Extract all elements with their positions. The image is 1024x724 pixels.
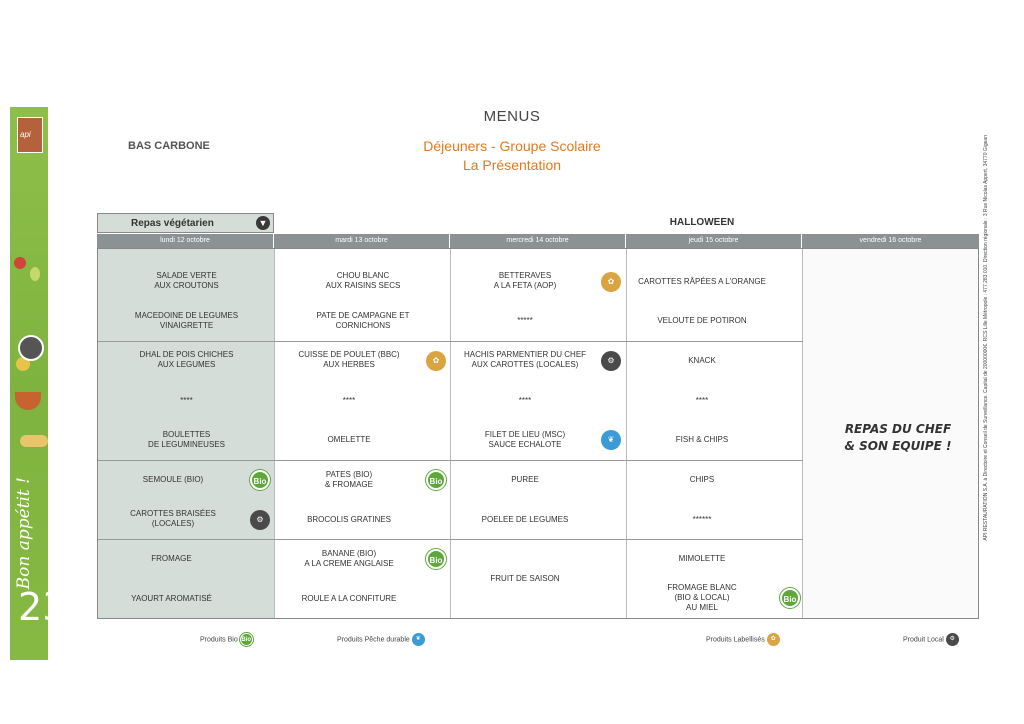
day-header-row [97,234,979,248]
scale-illustration [18,335,44,361]
label-product-icon: ✿ [601,272,621,292]
menu-item: CUISSE DE POULET (BBC) AUX HERBES [298,350,400,369]
vegetarian-tag [97,213,274,233]
chef-meal-note: REPAS DU CHEF & SON EQUIPE ! [844,422,952,453]
menu-item: SEMOULE (BIO) [142,475,204,484]
legend-peche-label: Produits Pêche durable [337,636,410,644]
halloween-label: HALLOWEEN [669,217,735,228]
sustainable-fishing-icon: ❦ [412,633,425,646]
pie-illustration [20,435,48,447]
menu-item: YAOURT AROMATISÉ [131,594,212,603]
subtitle-school: La Présentation [462,157,562,173]
legend-peche [337,633,425,646]
menu-item: FILET DE LIEU (MSC) SAUCE ECHALOTE [484,430,566,449]
day-header-friday: vendredi 16 octobre [859,237,922,244]
menu-item: ****** [692,515,712,524]
legend-local-label: Produit Local [903,636,944,644]
bon-appetit-script: Bon appétit ! [14,477,34,590]
menu-item: PUREE [511,475,539,484]
bas-carbone-label: BAS CARBONE [128,140,210,152]
bio-badge-icon: Bio [250,470,270,490]
menu-item: **** [518,396,532,405]
menu-item: FRUIT DE SAISON [490,574,560,583]
menu-item: CHOU BLANC AUX RAISINS SECS [325,271,401,290]
section-divider [98,341,803,342]
company-legal-line: API RESTAURATION S.A. à Directoire et Conseil de Surveillance. Capital de 20000000€. RCS Lille Métropole : 477 283 010. Direction régionale : 3 Rue Nicolas Appert, 34770 Gigean [983,135,989,541]
menu-item: MIMOLETTE [678,554,726,563]
bio-badge-icon: Bio [780,588,800,608]
menu-item: FROMAGE [151,554,192,563]
pear-illustration [30,267,40,281]
legend-bio-label: Produits Bio [200,636,238,644]
subtitle-meal: Déjeuners - Groupe Scolaire [423,138,601,154]
company-legal-text [983,135,995,585]
menu-item: ROULE A LA CONFITURE [301,594,397,603]
menu-item: FROMAGE BLANC (BIO & LOCAL) AU MIEL [667,583,737,612]
local-product-icon: ⚙ [946,633,959,646]
apple-illustration [14,257,26,269]
menu-item: CHIPS [689,475,715,484]
local-product-icon: ⚙ [601,351,621,371]
menu-item: VELOUTE DE POTIRON [657,316,747,325]
menu-item: FISH & CHIPS [675,435,729,444]
menu-item: DHAL DE POIS CHICHES AUX LEGUMES [139,350,234,369]
day-header-monday: lundi 12 octobre [97,234,274,248]
menu-item: BETTERAVES A LA FETA (AOP) [493,271,557,290]
menu-item: OMELETTE [327,435,371,444]
bowl-illustration [15,392,41,410]
menu-item: CAROTTES RÂPÉES A L'ORANGE [638,277,766,286]
legend-label-label: Produits Labellisés [706,636,765,644]
menu-item: **** [180,396,193,405]
legend-local [903,633,959,646]
menu-item: **** [342,396,356,405]
label-product-icon: ✿ [426,351,446,371]
vegetarian-icon: ▼ [256,216,270,230]
menu-item: CAROTTES BRAISÉES (LOCALES) [130,509,216,528]
bio-badge-icon: Bio [240,633,253,646]
menu-item: KNACK [688,356,716,365]
legend-bio [200,633,253,646]
menu-item: HACHIS PARMENTIER DU CHEF AUX CAROTTES (LOCALES) [463,350,587,369]
label-product-icon: ✿ [767,633,780,646]
day-header-wednesday: mercredi 14 octobre [450,234,626,248]
bio-badge-icon: Bio [426,549,446,569]
day-header-tuesday: mardi 13 octobre [274,234,450,248]
decorative-side-strip [10,107,67,660]
menu-item: MACEDOINE DE LEGUMES VINAIGRETTE [134,311,239,330]
menu-item: ***** [517,316,533,325]
bio-badge-icon: Bio [426,470,446,490]
decorative-numbers: 23 [18,585,67,629]
page-title: MENUS [483,108,541,125]
section-divider [98,539,803,540]
sustainable-fishing-icon: ❦ [601,430,621,450]
menu-item: SALADE VERTE AUX CROUTONS [154,271,219,290]
day-header-thursday: jeudi 15 octobre [626,234,802,248]
menu-item: BANANE (BIO) A LA CREME ANGLAISE [304,549,394,568]
legend-label [706,633,780,646]
logo-text: api [20,130,31,139]
menu-item: PATE DE CAMPAGNE ET CORNICHONS [316,311,410,330]
menu-item: BROCOLIS GRATINES [307,515,391,524]
menu-item: POELEE DE LEGUMES [481,515,569,524]
menu-item: BOULETTES DE LEGUMINEUSES [148,430,225,449]
menu-item: **** [695,396,709,405]
section-divider [98,460,803,461]
menu-item: PATES (BIO) & FROMAGE [324,470,373,489]
local-product-icon: ⚙ [250,510,270,530]
vegetarian-label: Repas végétarien [131,218,214,229]
